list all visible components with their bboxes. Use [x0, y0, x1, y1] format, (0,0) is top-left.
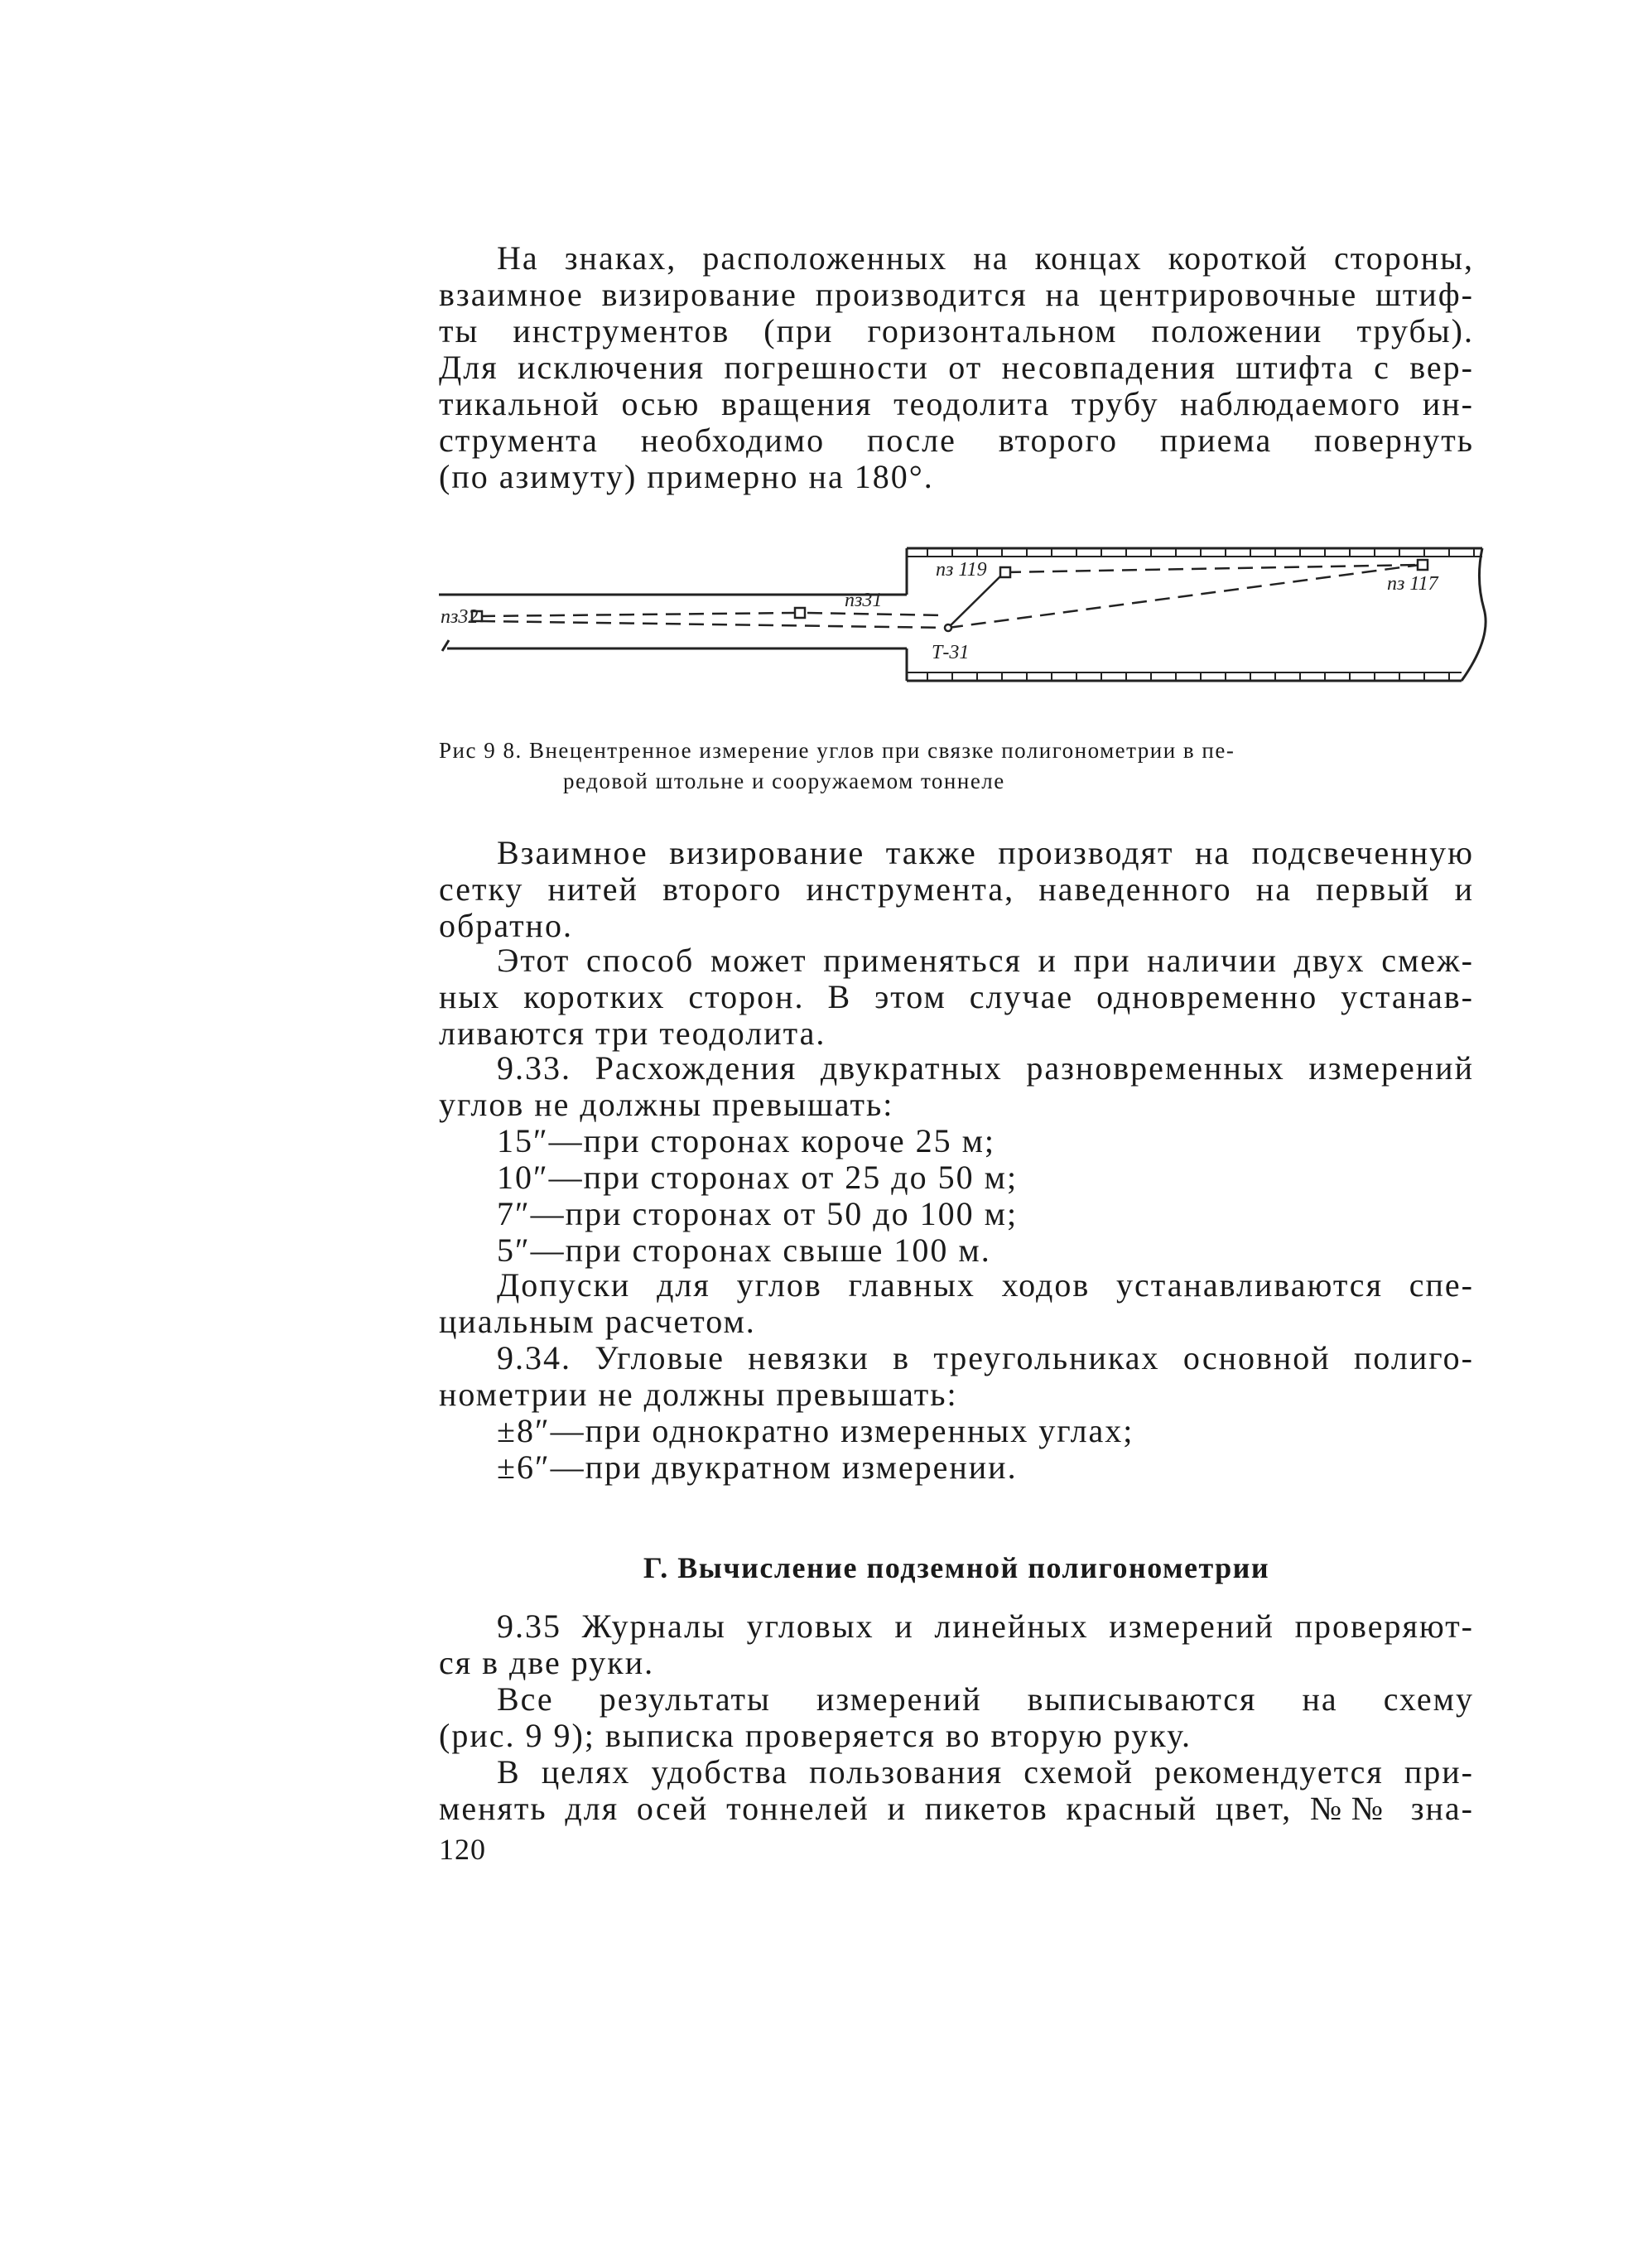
paragraph-9-33 — [439, 1050, 1474, 1123]
station-t31-marker — [945, 624, 951, 631]
traverse-line-t31-pz119 — [948, 575, 1002, 628]
text-line: взаимное визирование производится на центрировочные штиф- — [439, 276, 1474, 313]
text-line: Все результаты измерений выписываются на схему — [497, 1680, 1474, 1718]
label-pz31: пз31 — [845, 590, 883, 611]
traverse-line-pz32-pz31a — [480, 613, 795, 616]
text-line: 9.34. Угловые невязки в треугольниках основной полиго- — [497, 1339, 1474, 1376]
traverse-line-t31-pz117 — [948, 565, 1420, 628]
list-item: ±6″—при двукратном измерении. — [497, 1448, 1018, 1486]
traverse-line-pz32-t31 — [480, 621, 948, 628]
station-pz117-marker — [1418, 560, 1428, 570]
text-line: Для исключения погрешности от несовпадения штифта с вер- — [439, 349, 1474, 386]
list-item: 5″—при сторонах свыше 100 м. — [497, 1232, 991, 1269]
text-line: Взаимное визирование также производят на подсвеченную — [497, 834, 1474, 871]
text-line: ных коротких сторон. В этом случае одновременно устанав- — [439, 978, 1474, 1015]
figure-caption — [439, 735, 1474, 797]
text-line: углов не должны превышать: — [439, 1086, 894, 1123]
text-line: Этот способ может применяться и при наличии двух смеж- — [497, 942, 1474, 979]
list-item: 10″—при сторонах от 25 до 50 м; — [497, 1159, 1019, 1196]
tunnel-face — [1462, 548, 1486, 681]
text-line: На знаках, расположенных на концах короткой стороны, — [497, 239, 1474, 277]
text-line: ты инструментов (при горизонтальном положении трубы). — [439, 312, 1474, 349]
text-line: струмента необходимо после второго приема повернуть — [439, 422, 1474, 459]
paragraph-results-scheme — [439, 1681, 1474, 1754]
text-line: циальным расчетом. — [439, 1303, 756, 1340]
text-line: 9.33. Расхождения двукратных разновременных измерений — [497, 1049, 1474, 1087]
paragraph-reticle-sighting — [439, 835, 1474, 944]
text-line: сетку нитей второго инструмента, наведенного на первый и — [439, 870, 1474, 908]
text-line: Допуски для углов главных ходов устанавливаются спе- — [497, 1266, 1474, 1304]
label-pz119: пз 119 — [936, 559, 987, 581]
traverse-line-pz31a-pz31 — [807, 613, 944, 615]
text-line: менять для осей тоннелей и пикетов красный цвет, №№ зна- — [439, 1790, 1474, 1827]
list-item: 7″—при сторонах от 50 до 100 м; — [497, 1195, 1019, 1232]
text-line: В целях удобства пользования схемой рекомендуется при- — [497, 1753, 1474, 1791]
paragraph-adjacent-sides — [439, 942, 1474, 1052]
text-line: 9.35 Журналы угловых и линейных измерений проверяют- — [497, 1608, 1474, 1645]
paragraph-9-35 — [439, 1608, 1474, 1681]
paragraph-9-34 — [439, 1340, 1474, 1413]
traverse-line-pz119-pz117 — [1006, 565, 1420, 572]
text-line: (рис. 9 9); выписка проверяется во вторую руку. — [439, 1717, 1192, 1754]
text-line: ливаются три теодолита. — [439, 1015, 826, 1052]
paragraph-scheme-colors — [439, 1754, 1474, 1827]
paragraph-marks-sighting — [439, 240, 1474, 495]
section-heading: Г. Вычисление подземной полигонометрии — [643, 1551, 1270, 1584]
station-pz119-marker — [1000, 567, 1010, 577]
label-t31: Т-31 — [932, 642, 970, 663]
text-line: тикальной осью вращения теодолита трубу наблюдаемого ин- — [439, 385, 1474, 422]
text-line: ся в две руки. — [439, 1644, 655, 1681]
tunnel-polygonometry-figure — [431, 530, 1491, 704]
text-line: нометрии не должны превышать: — [439, 1376, 958, 1413]
page-number: 120 — [439, 1833, 486, 1866]
caption-line: редовой штольне и сооружаемом тоннеле — [563, 769, 1005, 793]
tolerance-list-triangle-misclosure — [439, 1413, 1474, 1486]
list-item: ±8″—при однократно измеренных углах; — [497, 1412, 1134, 1449]
label-pz32: пз32 — [441, 606, 479, 628]
paragraph-main-traverse-tolerances — [439, 1267, 1474, 1340]
caption-line: Рис 9 8. Внецентренное измерение углов при связке полигонометрии в пе- — [439, 738, 1235, 763]
text-line: обратно. — [439, 907, 573, 944]
tolerance-list-repeat-measurements — [439, 1123, 1474, 1269]
station-pz31a-marker — [795, 608, 805, 618]
list-item: 15″—при сторонах короче 25 м; — [497, 1122, 996, 1159]
label-pz117: пз 117 — [1387, 573, 1438, 595]
text-line: (по азимуту) примерно на 180°. — [439, 458, 934, 495]
